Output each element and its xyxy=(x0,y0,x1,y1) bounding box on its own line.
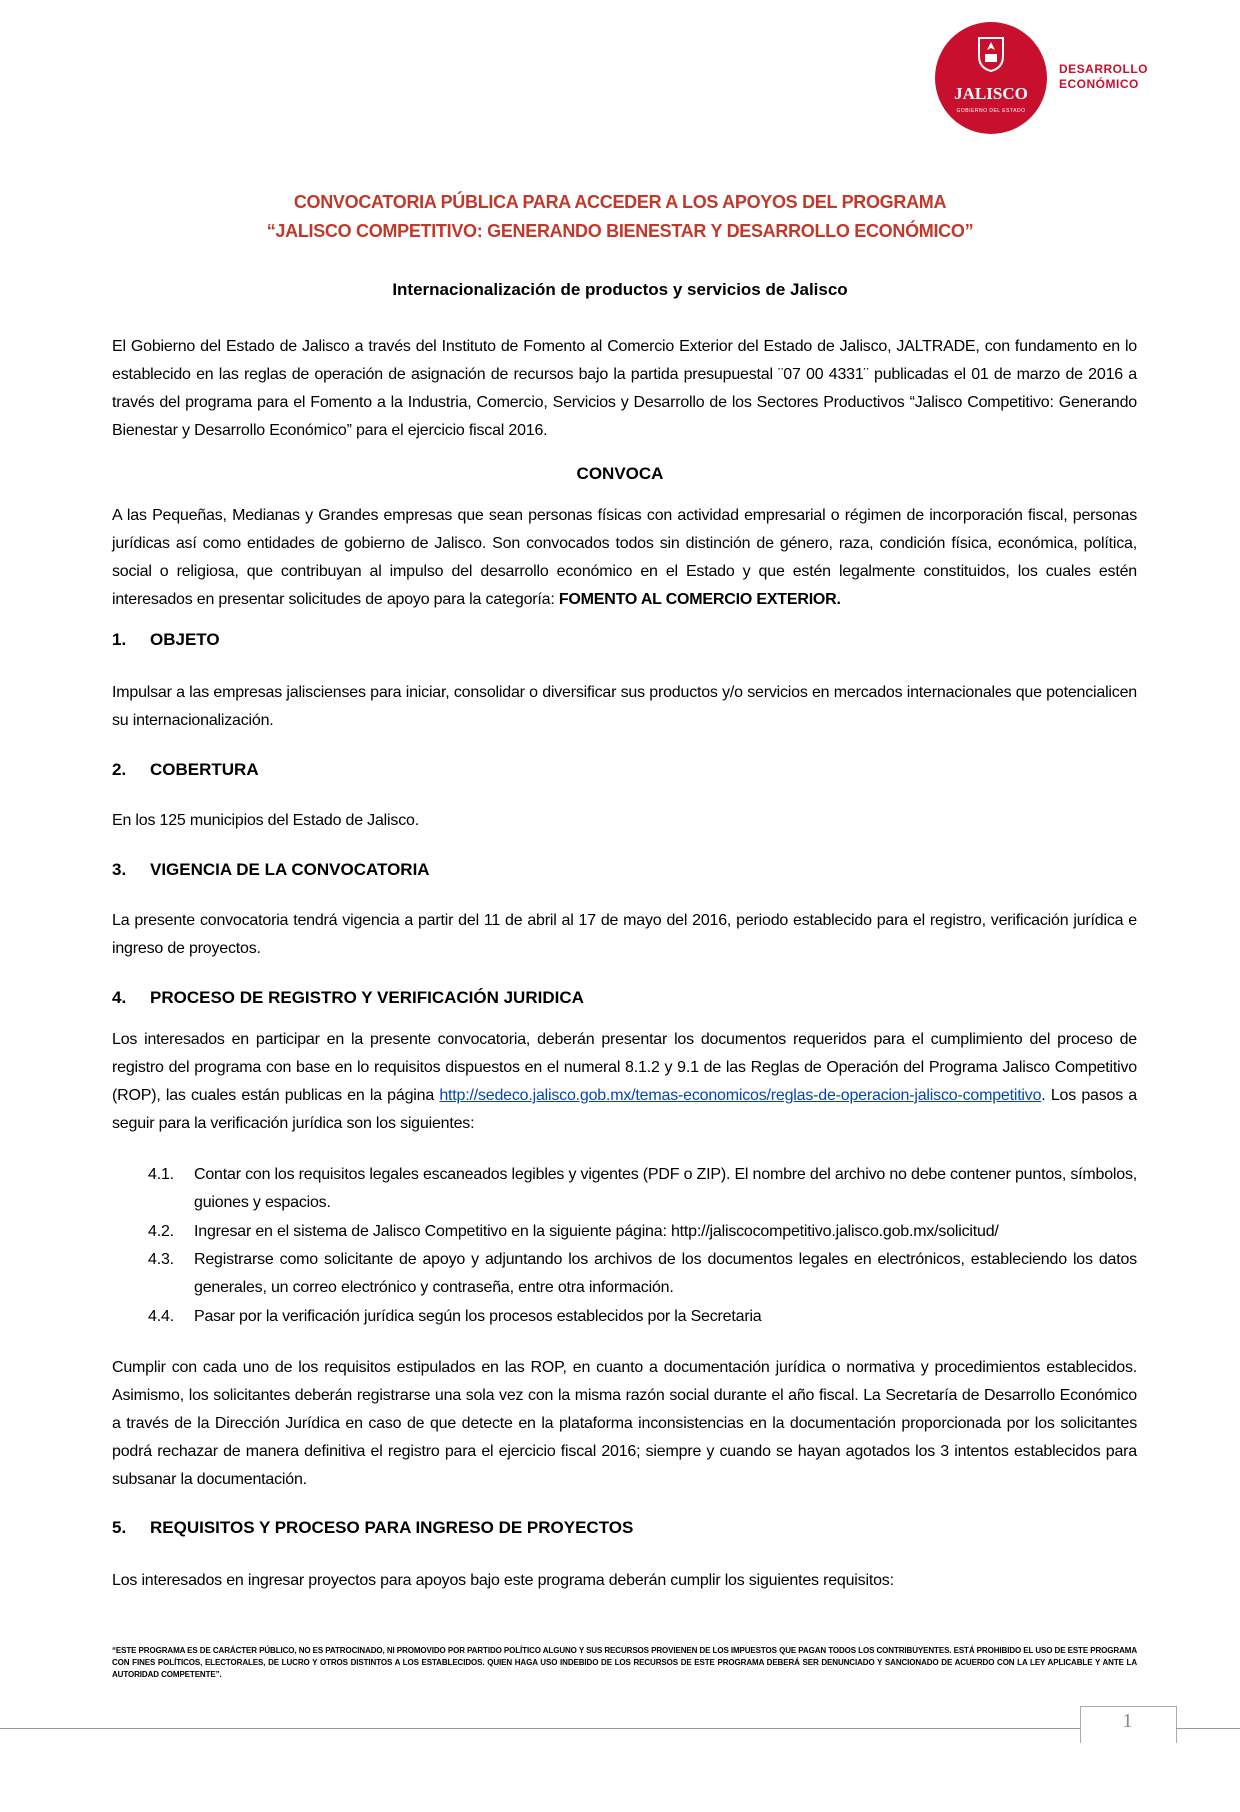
title-line1: CONVOCATORIA PÚBLICA PARA ACCEDER A LOS APOYOS DEL PROGRAMA xyxy=(293,192,947,212)
title-line2: “JALISCO COMPETITIVO: GENERANDO BIENESTAR Y DESARROLLO ECONÓMICO” xyxy=(266,221,974,241)
section-title: OBJETO xyxy=(150,630,220,649)
list-item xyxy=(148,1218,1137,1246)
item-number: 4.2. xyxy=(148,1223,174,1240)
section-1-heading xyxy=(112,630,220,650)
section-3-text: La presente convocatoria tendrá vigencia a partir del 11 de abril al 17 de mayo del 2016, periodo establecido para el registro, verificación jurídica e ingreso de proyectos. xyxy=(112,912,1137,957)
footer-divider xyxy=(0,1728,1080,1729)
logo-text-line2: ECONÓMICO xyxy=(1059,77,1139,91)
jalisco-logo xyxy=(935,22,1148,142)
item-text: Ingresar en el sistema de Jalisco Competitivo en la siguiente página: http://jaliscocompetitivo.jalisco.gob.mx/solicitud/ xyxy=(194,1223,999,1240)
section-title: COBERTURA xyxy=(150,760,259,779)
legal-footnote: “ESTE PROGRAMA ES DE CARÁCTER PÚBLICO, NO ES PATROCINADO, NI PROMOVIDO POR PARTIDO POLÍTICO ALGUNO Y SUS RECURSOS PROVIENEN DE LOS IMPUESTOS QUE PAGAN TODOS LOS CONTRIBUYENTES. ESTÁ PROHIBIDO EL USO DE ESTE PROGRAMA CON FINES POLÍTICOS, ELECTORALES, DE LUCRO Y OTROS DISTINTOS A LOS ESTABLECIDOS. QUIEN HAGA USO INDEBIDO DE LOS RECURSOS DE ESTE PROGRAMA DEBERÁ SER DENUNCIADO Y SANCIONADO DE ACUERDO CON LA LEY APLICABLE Y ANTE LA AUTORIDAD COMPETENTE”. xyxy=(112,1646,1137,1679)
section-title: REQUISITOS Y PROCESO PARA INGRESO DE PROYECTOS xyxy=(150,1518,634,1537)
list-item xyxy=(148,1303,1137,1331)
page-subtitle: Internacionalización de productos y servicios de Jalisco xyxy=(392,280,848,299)
crest-icon xyxy=(975,34,1007,72)
page-number: 1 xyxy=(1122,1710,1133,1732)
rop-link[interactable]: http://sedeco.jalisco.gob.mx/temas-economicos/reglas-de-operacion-jalisco-competitivo xyxy=(439,1087,1042,1104)
section-title: VIGENCIA DE LA CONVOCATORIA xyxy=(150,860,430,879)
section-4-text-before: Los interesados en participar en la presente convocatoria, deberán presentar los documentos requeridos para el cumplimiento del proceso de registro del programa con base en lo requisitos dispuestos en el numeral 8.1.2 y 9.1 de las Reglas de Operación del Programa Jalisco Competitivo (ROP), las cuales están publicas en la página xyxy=(112,1031,1137,1104)
section-4-heading xyxy=(112,988,584,1008)
item-text: Pasar por la verificación jurídica según los procesos establecidos por la Secretaria xyxy=(194,1308,762,1325)
logo-text xyxy=(1059,62,1148,92)
section-2-heading xyxy=(112,760,259,780)
convoca-category: FOMENTO AL COMERCIO EXTERIOR. xyxy=(558,591,841,608)
section-number: 4. xyxy=(112,988,127,1007)
section-4-text-after: . Los pasos a seguir para la verificación jurídica son los siguientes: xyxy=(112,1087,1137,1132)
section-5-heading xyxy=(112,1518,633,1538)
list-item xyxy=(148,1161,1137,1217)
logo-name: JALISCO xyxy=(954,84,1028,103)
section-number: 1. xyxy=(112,630,127,649)
convoca-heading: CONVOCA xyxy=(576,464,664,483)
item-number: 4.3. xyxy=(148,1251,174,1268)
section-4-text xyxy=(112,1026,1137,1138)
convoca-paragraph xyxy=(112,502,1137,614)
list-item xyxy=(148,1246,1137,1302)
section-5-text: Los interesados en ingresar proyectos para apoyos bajo este programa deberán cumplir los siguientes requisitos: xyxy=(112,1572,894,1589)
item-number: 4.4. xyxy=(148,1308,174,1325)
section-number: 5. xyxy=(112,1518,127,1537)
item-text: Contar con los requisitos legales escaneados legibles y vigentes (PDF o ZIP). El nombre del archivo no debe contener puntos, símbolos, guiones y espacios. xyxy=(194,1166,1137,1211)
section-number: 2. xyxy=(112,760,127,779)
section-number: 3. xyxy=(112,860,127,879)
section-2-text: En los 125 municipios del Estado de Jalisco. xyxy=(112,812,419,829)
section-title: PROCESO DE REGISTRO Y VERIFICACIÓN JURIDICA xyxy=(150,988,584,1007)
section-4-closing: Cumplir con cada uno de los requisitos estipulados en las ROP, en cuanto a documentación jurídica o normativa y procedimientos establecidos. Asimismo, los solicitantes deberán registrarse una sola vez con la misma razón social durante el año fiscal. La Secretaría de Desarrollo Económico a través de la Dirección Jurídica en caso de que detecte en la plataforma inconsistencias en la documentación proporcionada por los solicitantes podrá rechazar de manera definitiva el registro para el ejercicio fiscal 2016; siempre y cuando se hayan agotados los 3 intentos establecidos para subsanar la documentación. xyxy=(112,1359,1137,1488)
footer-divider-right xyxy=(1176,1728,1240,1729)
item-number: 4.1. xyxy=(148,1166,174,1183)
logo-badge xyxy=(935,22,1047,134)
convoca-text: A las Pequeñas, Medianas y Grandes empresas que sean personas físicas con actividad empresarial o régimen de incorporación fiscal, personas jurídicas así como entidades de gobierno de Jalisco. Son convocados todos sin distinción de género, raza, condición física, económica, política, social o religiosa, que contribuyan al impulso del desarrollo económico en el Estado y que estén legalmente constituidos, los cuales estén interesados en presentar solicitudes de apoyo para la categoría: xyxy=(112,507,1137,608)
logo-text-line1: DESARROLLO xyxy=(1059,62,1148,76)
intro-paragraph: El Gobierno del Estado de Jalisco a través del Instituto de Fomento al Comercio Exterior del Estado de Jalisco, JALTRADE, con fundamento en lo establecido en las reglas de operación de asignación de recursos bajo la partida presupuestal ¨07 00 4331¨ publicadas el 01 de marzo de 2016 a través del programa para el Fomento a la Industria, Comercio, Servicios y Desarrollo de los Sectores Productivos “Jalisco Competitivo: Generando Bienestar y Desarrollo Económico” para el ejercicio fiscal 2016. xyxy=(112,338,1137,439)
section-3-heading xyxy=(112,860,430,880)
section-1-text: Impulsar a las empresas jaliscienses para iniciar, consolidar o diversificar sus productos y/o servicios en mercados internacionales que potencialicen su internacionalización. xyxy=(112,684,1137,729)
logo-sub: GOBIERNO DEL ESTADO xyxy=(956,108,1026,114)
item-text: Registrarse como solicitante de apoyo y adjuntando los archivos de los documentos legales en electrónicos, estableciendo los datos generales, un correo electrónico y contraseña, entre otra información. xyxy=(194,1251,1137,1296)
